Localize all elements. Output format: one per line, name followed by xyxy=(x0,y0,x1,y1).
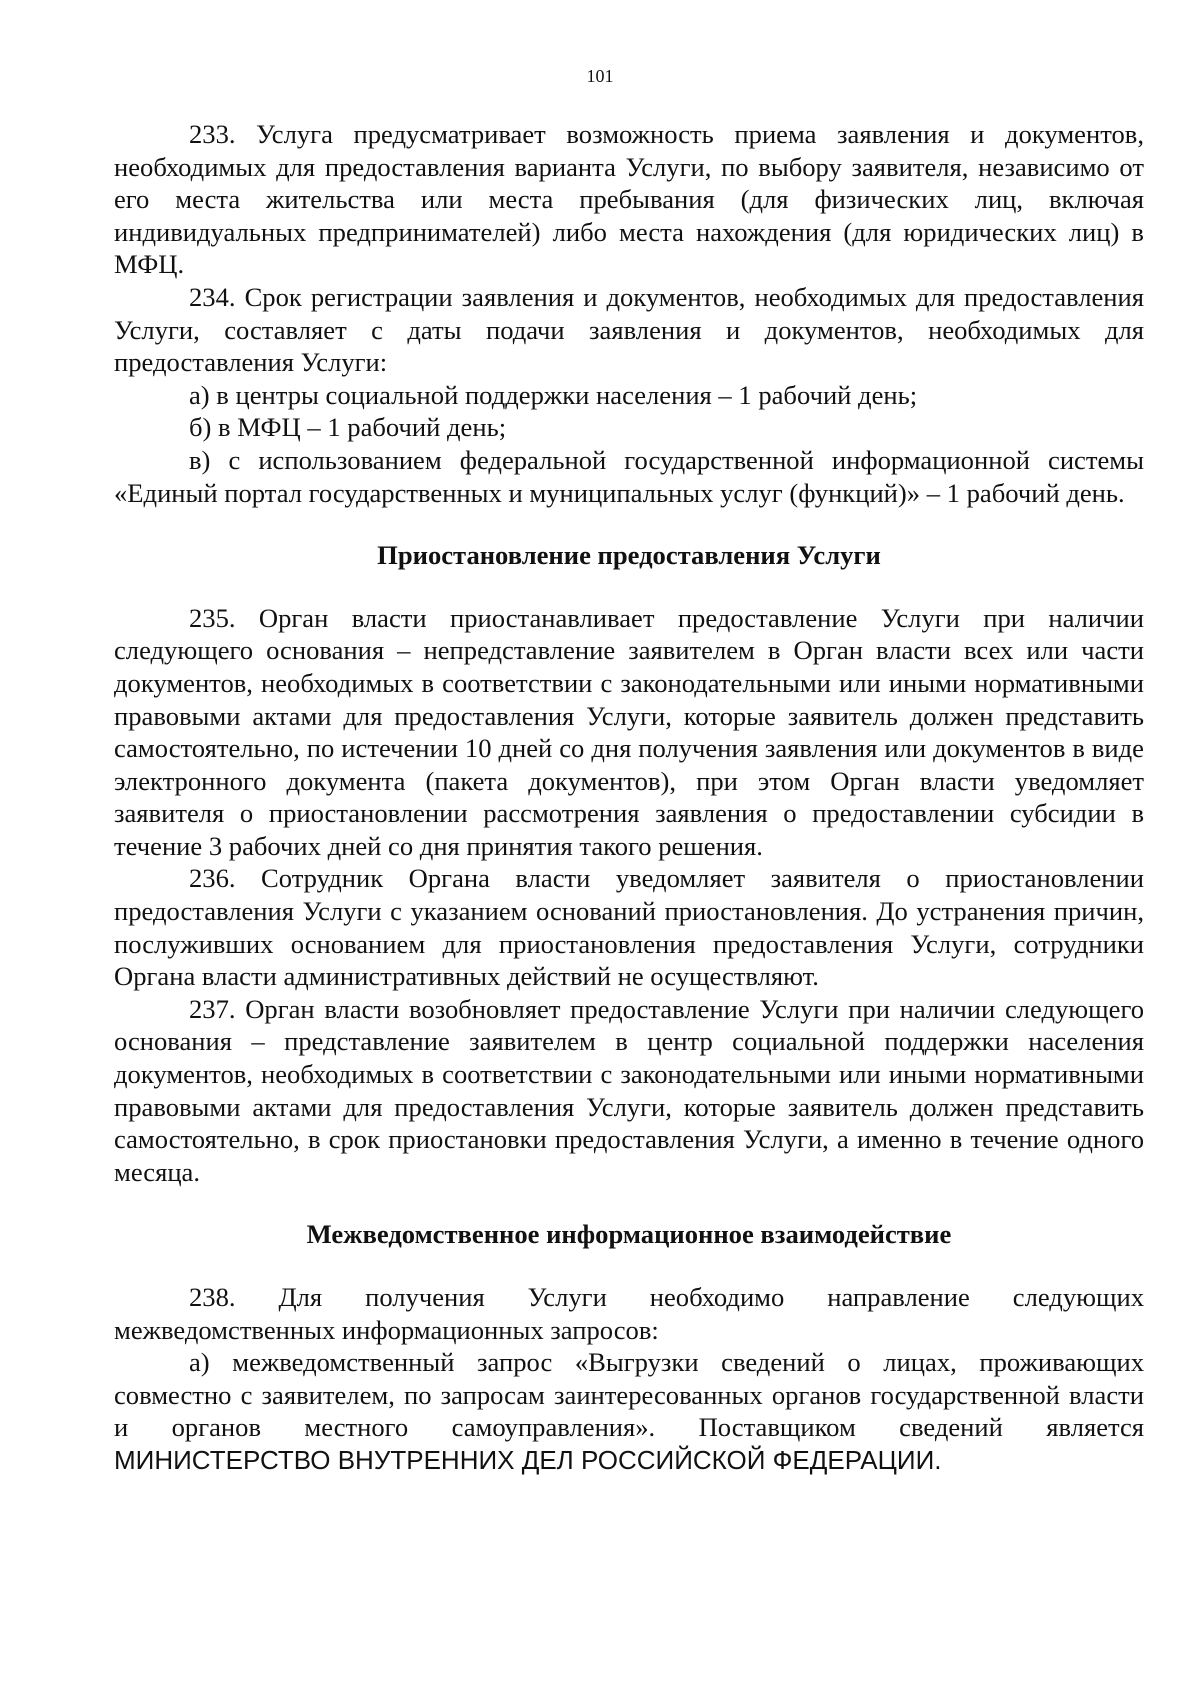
list-item-b: б) в МФЦ – 1 рабочий день; xyxy=(189,412,507,443)
supplier-name: МИНИСТЕРСТВО ВНУТРЕННИХ ДЕЛ РОССИЙСКОЙ ФЕДЕРАЦИИ. xyxy=(114,1444,942,1475)
paragraph-237: 237. Орган власти возобновляет предоставление Услуги при наличии следующего основания – представление заявителем в центр социальной поддержки населения документов, необходимых в соответствии с законодательными или иными нормативными правовыми актами для предоставления Услуги, которые заявитель должен представить самостоятельно, в срок приостановки предоставления Услуги, а именно в течение одного месяца. xyxy=(114,993,1144,1187)
paragraph-238: 238. Для получения Услуги необходимо направление следующих межведомственных информационных запросов: xyxy=(114,1282,1144,1345)
document-body xyxy=(114,118,1144,1477)
paragraph-233: 233. Услуга предусматривает возможность приема заявления и документов, необходимых для предоставления варианта Услуги, по выбору заявителя, независимо от его места жительства или места пребывания (для физических лиц, включая индивидуальных предпринимателей) либо места нахождения (для юридических лиц) в МФЦ. xyxy=(114,119,1144,280)
list-item-238-a-text: а) межведомственный запрос «Выгрузки сведений о лицах, проживающих совместно с заявителем, по запросам заинтересованных органов государственной власти и органов местного самоуправления». Поставщиком сведений является xyxy=(114,1347,1144,1443)
list-item-238-a xyxy=(114,1346,1144,1476)
section-heading-suspension: Приостановление предоставления Услуги xyxy=(377,540,881,571)
paragraph-236: 236. Сотрудник Органа власти уведомляет заявителя о приостановлении предоставления Услуги с указанием оснований приостановления. До устранения причин, послуживших основанием для приостановления предоставления Услуги, сотрудники Органа власти административных действий не осуществляют. xyxy=(114,863,1144,992)
list-item-v: в) с использованием федеральной государственной информационной системы «Единый портал государственных и муниципальных услуг (функций)» – 1 рабочий день. xyxy=(114,444,1144,508)
page-number: 101 xyxy=(586,66,614,86)
paragraph-235: 235. Орган власти приостанавливает предоставление Услуги при наличии следующего основания – непредставление заявителем в Орган власти всех или части документов, необходимых в соответствии с законодательными или иными нормативными правовыми актами для предоставления Услуги, которые заявитель должен представить самостоятельно, по истечении 10 дней со дня получения заявления или документов в виде электронного документа (пакета документов), при этом Орган власти уведомляет заявителя о приостановлении рассмотрения заявления о предоставлении субсидии в течение 3 рабочих дней со дня принятия такого решения. xyxy=(114,602,1144,861)
list-item-a: а) в центры социальной поддержки населения – 1 рабочий день; xyxy=(189,379,918,410)
section-heading-interagency: Межведомственное информационное взаимодействие xyxy=(306,1219,952,1250)
paragraph-234: 234. Срок регистрации заявления и документов, необходимых для предоставления Услуги, составляет с даты подачи заявления и документов, необходимых для предоставления Услуги: xyxy=(114,281,1144,378)
